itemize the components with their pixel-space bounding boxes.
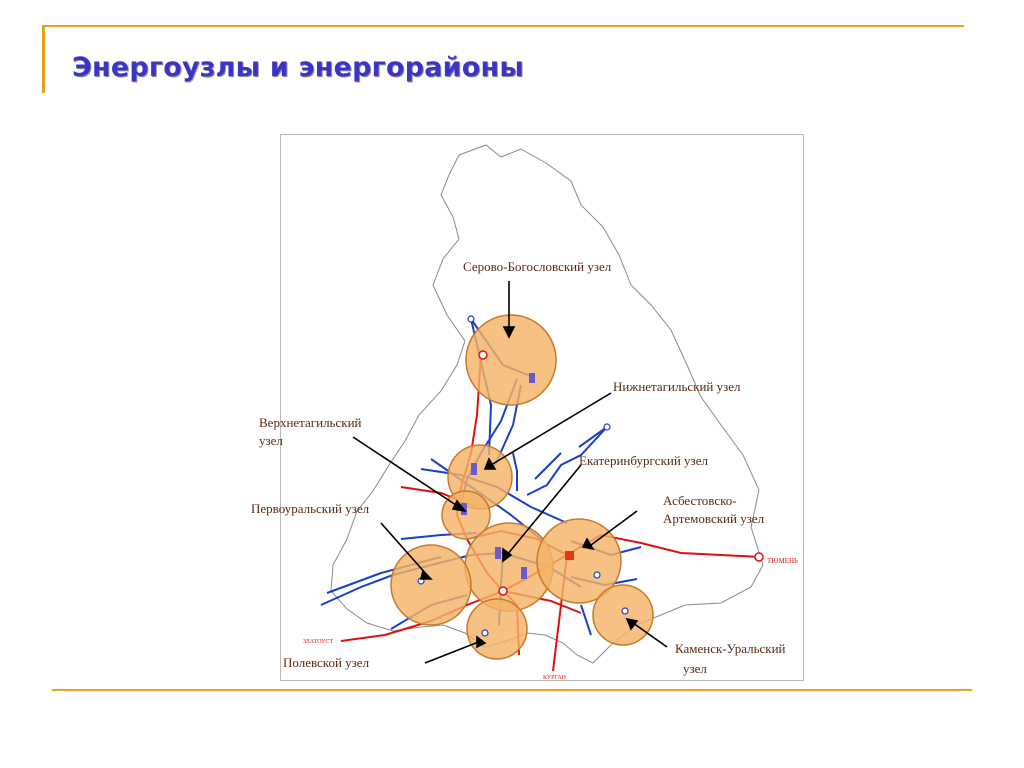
label-asbest-line1: Асбестовско- [663,493,737,508]
label-verkhnetagil-line1: Верхнетагильский [259,415,362,430]
label-serovo: Серово-Богословский узел [463,259,612,274]
label-kamensk-line2: узел [683,661,707,676]
node-circles [391,315,653,659]
label-nizhnetagil: Нижнетагильский узел [613,379,741,394]
city-label-zlatoust: ЗЛАТОУСТ [303,639,334,645]
title-accent-bar [42,25,45,93]
node-circle-kamensk [593,585,653,645]
top-divider [42,25,964,27]
node-circle-polevskoy [467,599,527,659]
slide-title: Энергоузлы и энергорайоны [72,52,525,83]
label-ekaterinburg: Екатеринбургский узел [579,453,708,468]
label-polevskoy: Полевской узел [283,655,370,670]
label-kamensk-line1: Каменск-Уральский [675,641,786,656]
node-circle-pervouralsk [391,545,471,625]
city-label-kurgan: КУРГАН [543,675,566,681]
bottom-divider [52,689,972,691]
label-verkhnetagil-line2: узел [259,433,283,448]
energy-map [251,135,803,681]
label-pervouralsk: Первоуральский узел [251,501,370,516]
city-label-tyumen: ТЮМЕНЬ [767,557,799,565]
energy-map-frame [251,134,804,681]
label-asbest-line2: Артемовский узел [663,511,765,526]
